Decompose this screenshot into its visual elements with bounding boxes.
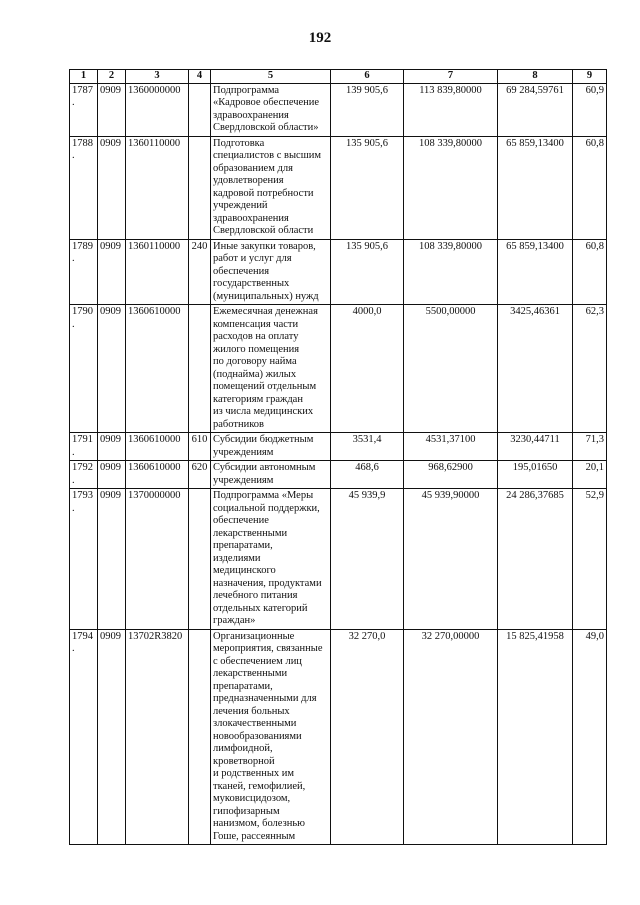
execution-percent: 20,1 bbox=[573, 461, 607, 489]
page-number: 192 bbox=[308, 30, 332, 46]
item-name bbox=[211, 629, 331, 845]
target-article-code: 1360110000 bbox=[126, 136, 189, 239]
item-name-line: предназначенными для bbox=[213, 693, 317, 704]
item-name-line: социальной поддержки, bbox=[213, 502, 320, 514]
item-name-line: тканей, гемофилией, bbox=[213, 780, 306, 792]
item-name-line: Ежемесячная денежная bbox=[213, 306, 318, 317]
item-name-line: (поднайма) жилых bbox=[213, 368, 297, 380]
table-row bbox=[70, 433, 607, 461]
execution-percent: 60,8 bbox=[573, 136, 607, 239]
target-article-code: 1360110000 bbox=[126, 239, 189, 305]
budget-table bbox=[69, 69, 607, 845]
approved-amount: 32 270,00000 bbox=[404, 629, 498, 845]
item-name bbox=[211, 433, 331, 461]
item-name-line: (муниципальных) нужд bbox=[213, 290, 319, 302]
row-number: 1792. bbox=[70, 461, 98, 489]
item-name-line: Подпрограмма bbox=[213, 84, 280, 96]
expense-type-code bbox=[189, 489, 211, 630]
item-name bbox=[211, 305, 331, 433]
header-cell: 6 bbox=[331, 70, 404, 84]
item-name-line: здравоохранения bbox=[213, 212, 289, 224]
item-name-line: образованием для bbox=[213, 162, 293, 174]
section-code: 0909 bbox=[98, 136, 126, 239]
item-name-line: Субсидии бюджетным bbox=[213, 434, 314, 445]
item-name-line: лекарственными bbox=[213, 527, 288, 539]
item-name bbox=[211, 489, 331, 630]
target-article-code: 1360610000 bbox=[126, 305, 189, 433]
item-name-line: категориям граждан bbox=[213, 393, 303, 405]
approved-amount: 108 339,80000 bbox=[404, 136, 498, 239]
item-name-line: нанизмом, болезнью bbox=[213, 818, 305, 829]
item-name-line: с обеспечением лиц bbox=[213, 655, 302, 667]
planned-amount: 135 905,6 bbox=[331, 239, 404, 305]
item-name-line: Организационные bbox=[213, 630, 295, 642]
expense-type-code: 610 bbox=[189, 433, 211, 461]
table-row bbox=[70, 461, 607, 489]
item-name-line: Субсидии автономным bbox=[213, 462, 316, 473]
section-code: 0909 bbox=[98, 629, 126, 845]
item-name-line: кроветворной bbox=[213, 755, 275, 767]
row-number: 1790. bbox=[70, 305, 98, 433]
expense-type-code bbox=[189, 136, 211, 239]
row-number: 1787. bbox=[70, 83, 98, 136]
section-code: 0909 bbox=[98, 433, 126, 461]
item-name-line: новообразованиями bbox=[213, 730, 302, 742]
item-name-line: расходов на оплату bbox=[213, 331, 299, 342]
item-name-line: и родственных им bbox=[213, 768, 295, 779]
execution-percent: 60,8 bbox=[573, 239, 607, 305]
header-cell: 4 bbox=[189, 70, 211, 84]
table-header-row bbox=[70, 70, 607, 84]
section-code: 0909 bbox=[98, 83, 126, 136]
item-name-line: лечения больных bbox=[213, 705, 290, 717]
item-name-line: Свердловской области» bbox=[213, 122, 319, 133]
item-name-line: из числа медицинских bbox=[213, 406, 314, 417]
item-name-line: компенсация части bbox=[213, 318, 299, 330]
item-name bbox=[211, 239, 331, 305]
item-name-line: лекарственными bbox=[213, 668, 288, 679]
planned-amount: 135 905,6 bbox=[331, 136, 404, 239]
approved-amount: 5500,00000 bbox=[404, 305, 498, 433]
header-cell: 8 bbox=[498, 70, 573, 84]
item-name-line: злокачественными bbox=[213, 718, 297, 729]
item-name-line: препаратами, bbox=[213, 680, 273, 692]
row-number: 1789. bbox=[70, 239, 98, 305]
item-name-line: удовлетворения bbox=[213, 175, 284, 186]
item-name-line: Гоше, рассеянным bbox=[213, 830, 296, 842]
target-article-code: 1370000000 bbox=[126, 489, 189, 630]
item-name-line: Подпрограмма «Меры bbox=[213, 490, 314, 501]
item-name-line: по договору найма bbox=[213, 356, 297, 367]
approved-amount: 113 839,80000 bbox=[404, 83, 498, 136]
table-row bbox=[70, 489, 607, 630]
approved-amount: 968,62900 bbox=[404, 461, 498, 489]
section-code: 0909 bbox=[98, 305, 126, 433]
header-cell: 9 bbox=[573, 70, 607, 84]
header-cell: 3 bbox=[126, 70, 189, 84]
execution-percent: 71,3 bbox=[573, 433, 607, 461]
executed-amount: 65 859,13400 bbox=[498, 239, 573, 305]
item-name-line: отдельных категорий bbox=[213, 602, 308, 614]
expense-type-code: 620 bbox=[189, 461, 211, 489]
item-name-line: лимфоидной, bbox=[213, 743, 273, 754]
item-name-line: помещений отдельным bbox=[213, 381, 317, 392]
table-body bbox=[70, 83, 607, 845]
item-name-line: граждан» bbox=[213, 615, 256, 626]
item-name-line: специалистов с высшим bbox=[213, 150, 322, 161]
table-row bbox=[70, 83, 607, 136]
target-article-code: 1360610000 bbox=[126, 433, 189, 461]
item-name-line: муковисцидозом, bbox=[213, 793, 291, 804]
item-name bbox=[211, 461, 331, 489]
planned-amount: 468,6 bbox=[331, 461, 404, 489]
target-article-code: 13702R3820 bbox=[126, 629, 189, 845]
item-name-line: медицинского bbox=[213, 565, 276, 576]
planned-amount: 32 270,0 bbox=[331, 629, 404, 845]
executed-amount: 3425,46361 bbox=[498, 305, 573, 433]
header-cell: 2 bbox=[98, 70, 126, 84]
section-code: 0909 bbox=[98, 461, 126, 489]
executed-amount: 195,01650 bbox=[498, 461, 573, 489]
item-name bbox=[211, 136, 331, 239]
item-name-line: назначения, продуктами bbox=[213, 577, 322, 589]
approved-amount: 45 939,90000 bbox=[404, 489, 498, 630]
header-cell: 5 bbox=[211, 70, 331, 84]
planned-amount: 3531,4 bbox=[331, 433, 404, 461]
item-name-line: государственных bbox=[213, 278, 290, 289]
item-name-line: обеспечения bbox=[213, 265, 270, 277]
executed-amount: 69 284,59761 bbox=[498, 83, 573, 136]
item-name-line: работников bbox=[213, 418, 264, 430]
item-name-line: кадровой потребности bbox=[213, 187, 314, 199]
item-name-line: «Кадровое обеспечение bbox=[213, 97, 320, 108]
item-name-line: жилого помещения bbox=[213, 343, 300, 355]
approved-amount: 4531,37100 bbox=[404, 433, 498, 461]
item-name-line: гипофизарным bbox=[213, 805, 280, 817]
table-row bbox=[70, 305, 607, 433]
table-row bbox=[70, 629, 607, 845]
item-name-line: работ и услуг для bbox=[213, 253, 292, 264]
target-article-code: 1360000000 bbox=[126, 83, 189, 136]
executed-amount: 15 825,41958 bbox=[498, 629, 573, 845]
planned-amount: 139 905,6 bbox=[331, 83, 404, 136]
expense-type-code bbox=[189, 305, 211, 433]
planned-amount: 4000,0 bbox=[331, 305, 404, 433]
table-row bbox=[70, 136, 607, 239]
executed-amount: 3230,44711 bbox=[498, 433, 573, 461]
item-name-line: здравоохранения bbox=[213, 109, 289, 121]
item-name-line: мероприятия, связанные bbox=[213, 643, 323, 654]
item-name-line: Подготовка bbox=[213, 137, 265, 149]
execution-percent: 52,9 bbox=[573, 489, 607, 630]
execution-percent: 49,0 bbox=[573, 629, 607, 845]
table-row bbox=[70, 239, 607, 305]
row-number: 1794. bbox=[70, 629, 98, 845]
item-name-line: учреждений bbox=[213, 200, 268, 211]
executed-amount: 65 859,13400 bbox=[498, 136, 573, 239]
planned-amount: 45 939,9 bbox=[331, 489, 404, 630]
item-name-line: обеспечение bbox=[213, 515, 269, 526]
row-number: 1788. bbox=[70, 136, 98, 239]
row-number: 1793. bbox=[70, 489, 98, 630]
expense-type-code bbox=[189, 629, 211, 845]
item-name-line: изделиями bbox=[213, 552, 261, 564]
item-name bbox=[211, 83, 331, 136]
row-number: 1791. bbox=[70, 433, 98, 461]
approved-amount: 108 339,80000 bbox=[404, 239, 498, 305]
item-name-line: препаратами, bbox=[213, 540, 273, 551]
item-name-line: учреждениям bbox=[213, 474, 274, 486]
item-name-line: Свердловской области bbox=[213, 225, 314, 236]
expense-type-code bbox=[189, 83, 211, 136]
item-name-line: Иные закупки товаров, bbox=[213, 240, 316, 252]
header-cell: 1 bbox=[70, 70, 98, 84]
section-code: 0909 bbox=[98, 489, 126, 630]
header-cell: 7 bbox=[404, 70, 498, 84]
execution-percent: 60,9 bbox=[573, 83, 607, 136]
section-code: 0909 bbox=[98, 239, 126, 305]
target-article-code: 1360610000 bbox=[126, 461, 189, 489]
item-name-line: лечебного питания bbox=[213, 590, 298, 601]
execution-percent: 62,3 bbox=[573, 305, 607, 433]
item-name-line: учреждениям bbox=[213, 446, 274, 458]
executed-amount: 24 286,37685 bbox=[498, 489, 573, 630]
expense-type-code: 240 bbox=[189, 239, 211, 305]
